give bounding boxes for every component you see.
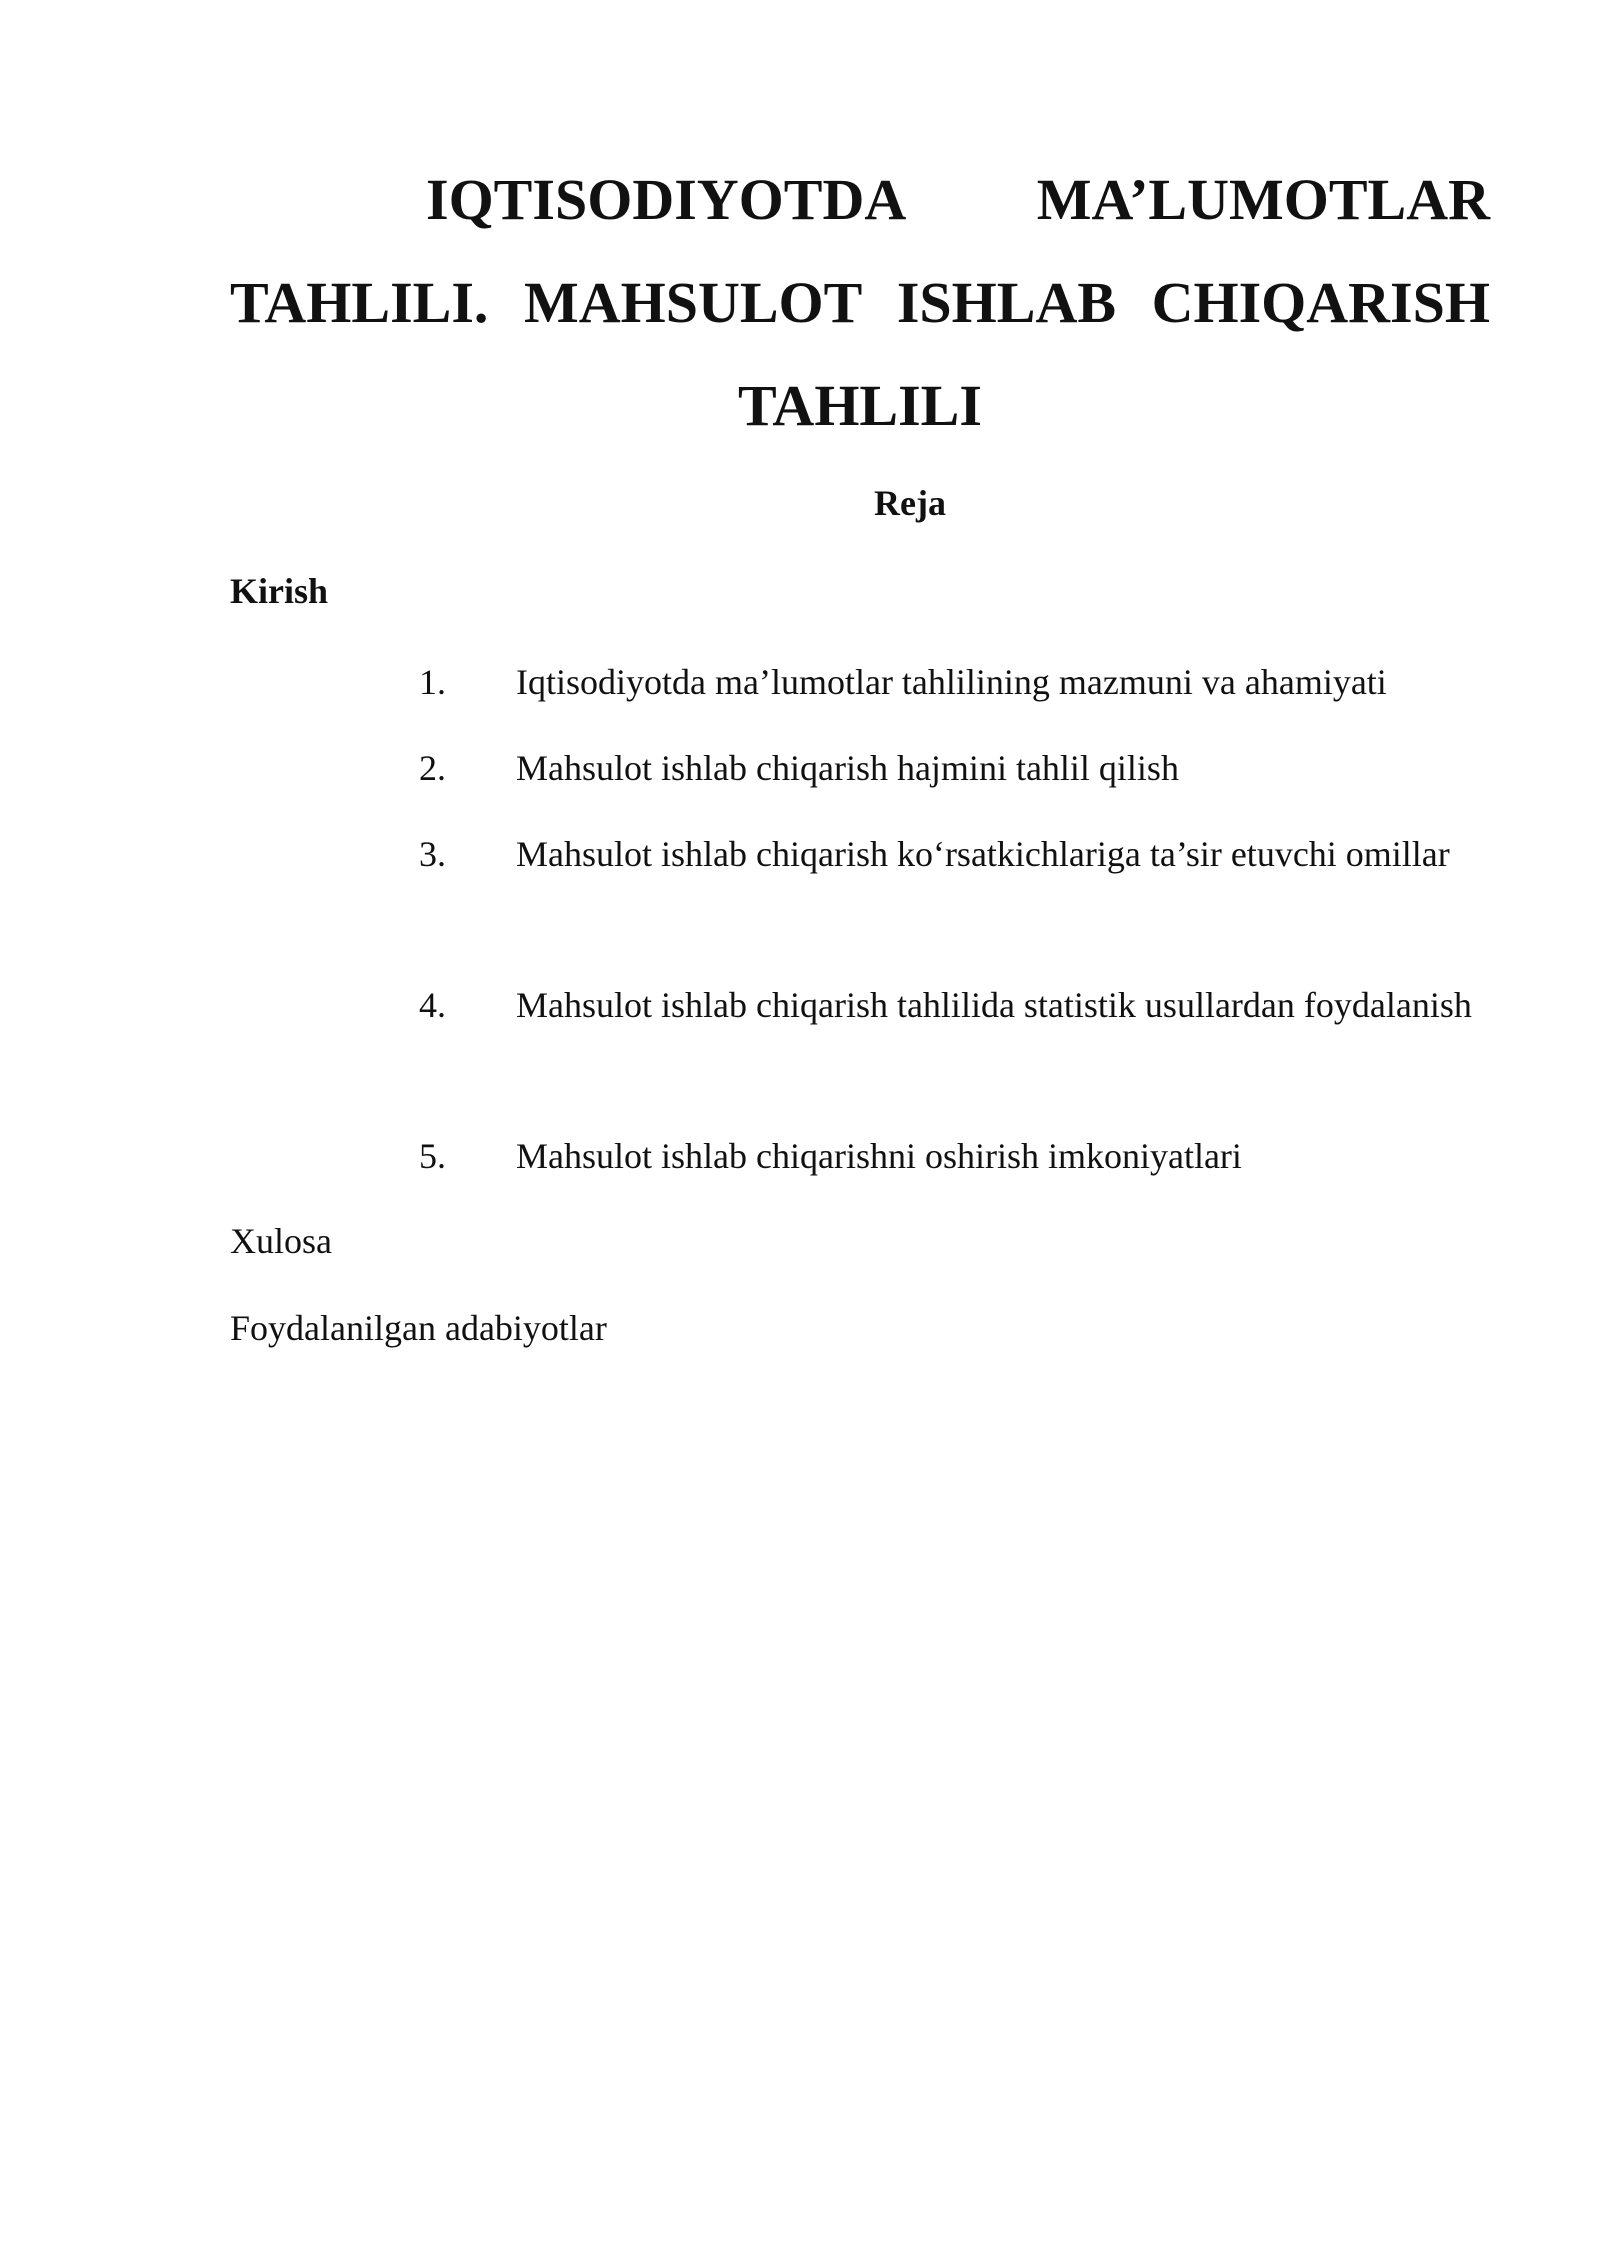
intro-heading: Kirish: [230, 571, 329, 611]
toc-item-number: 4.: [419, 985, 446, 1025]
toc-item-number: 5.: [419, 1136, 446, 1176]
toc-item-text: Mahsulot ishlab chiqarish tahlilida statistik usullardan foydalanish: [516, 985, 1472, 1025]
toc-item: [326, 973, 1490, 1038]
conclusion-entry: Xulosa: [230, 1221, 332, 1261]
document-title: IQTISODIYOTDA MA’LUMOTLAR TAHLILI. MAHSULOT ISHLAB CHIQARISH TAHLILI: [230, 167, 1490, 438]
toc-item: [326, 822, 1490, 887]
toc-item: [326, 650, 1490, 715]
references-entry: Foydalanilgan adabiyotlar: [230, 1308, 607, 1348]
toc-item-number: 3.: [419, 834, 446, 874]
toc-item: [326, 736, 1490, 801]
toc-item-number: 2.: [419, 748, 446, 788]
toc-item: [326, 1124, 1490, 1189]
toc-item-text: Mahsulot ishlab chiqarish ko‘rsatkichlariga ta’sir etuvchi omillar: [516, 834, 1450, 874]
toc-item-number: 1.: [419, 662, 446, 702]
plan-heading: Reja: [874, 483, 946, 523]
toc-item-text: Mahsulot ishlab chiqarishni oshirish imkoniyatlari: [516, 1136, 1242, 1176]
toc-item-text: Iqtisodiyotda ma’lumotlar tahlilining mazmuni va ahamiyati: [516, 662, 1387, 702]
toc-item-text: Mahsulot ishlab chiqarish hajmini tahlil qilish: [516, 748, 1179, 788]
